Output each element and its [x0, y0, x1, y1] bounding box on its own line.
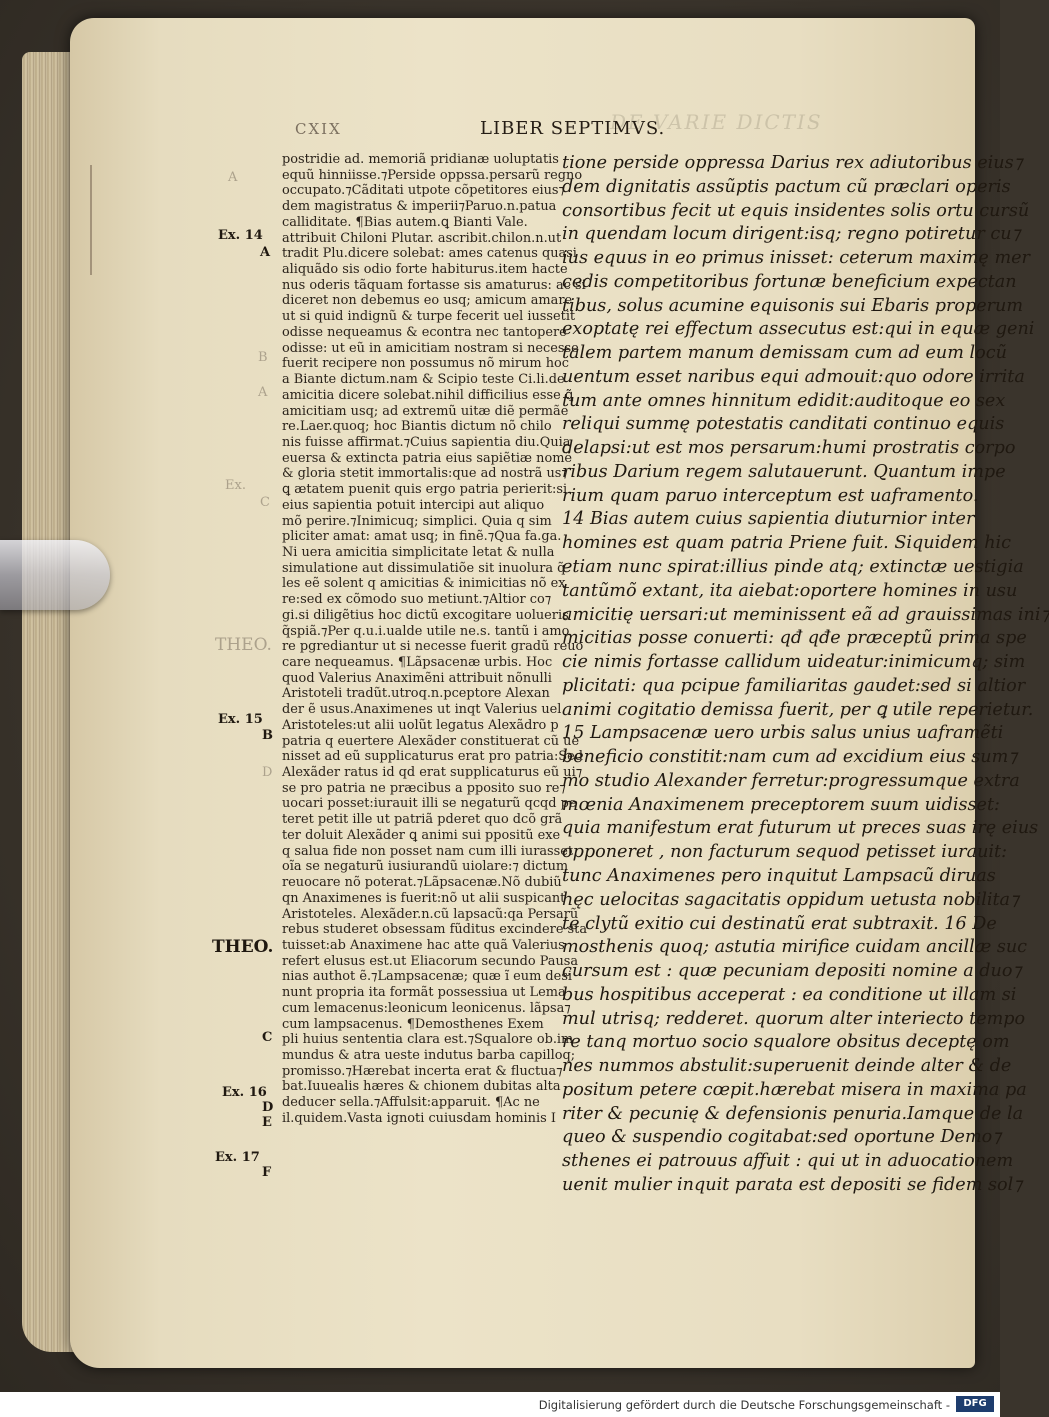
text-line: 15 Lampsacenæ uero urbis salus unius uaframẽti	[562, 723, 1004, 744]
margin-mark: A	[258, 385, 268, 400]
text-line: calliditate. ¶Bias autem.ꝗ Bianti Vale.	[282, 214, 528, 230]
text-line: q salua fide non posset nam cum illi iurasset	[282, 843, 574, 859]
text-line: postridie ad. memoriã pridianæ uoluptatis	[282, 152, 559, 167]
text-line: patria q euertere Alexãder constituerat cũ ue	[282, 733, 580, 749]
text-line: in quendam locum dirigent:isq; regno potiretur cu⁊	[562, 224, 1021, 245]
text-line: teret petit ille ut patriã pderet quo dcõ grã	[282, 812, 563, 828]
text-line: amicitiam usq; ad extremũ uitæ diẽ permãe	[282, 403, 569, 419]
text-line: Aristoteles. Alexãder.n.cũ lapsacũ:qa Persarũ	[282, 906, 579, 922]
footer-bar	[0, 1392, 1000, 1417]
text-line: tum ante omnes hinnitum edidit:auditoque eo sex	[562, 390, 1006, 411]
text-line: nisset ad eũ supplicaturus erat pro patria:Sed	[282, 749, 584, 765]
folio-number: CXIX	[295, 120, 342, 138]
text-line: q̃spiã.⁊Per q.u.i.ualde utile ne.s. tantũ i amo	[282, 623, 570, 639]
text-line: nis fuisse affirmat.⁊Cuius sapientia diu.Quia	[282, 434, 571, 450]
text-line: riter & pecunię & defensionis penuria.Iamque de la	[562, 1103, 1024, 1124]
margin-mark: C	[262, 1030, 273, 1045]
text-line: dem magistratus & imperii⁊Paruo.n.patua	[282, 199, 557, 215]
text-line: Alexãder ratus id qd erat supplicaturus eũ ui⁊	[282, 765, 583, 781]
text-line: euersa & extincta patria eius sapiẽtiæ nomẽ	[282, 450, 573, 466]
margin-mark: E	[262, 1115, 272, 1130]
text-line: mundus & atra ueste indutus barba capilloq;	[282, 1047, 576, 1063]
text-line: tione perside oppressa Darius rex adiutoribus eius⁊	[562, 153, 1023, 173]
text-line: attribuit Chiloni Plutar. ascribit.chilon.n.ut	[282, 230, 562, 246]
margin-mark: THEO.	[212, 937, 274, 957]
text-line: odisse: ut eũ in amicitiam nostram si necesse	[282, 340, 579, 356]
text-line: tantũmõ extant, ita aiebat:oportere homines in usu	[562, 580, 1018, 601]
text-line: tibus, solus acumine equisonis sui Ebaris properum	[562, 295, 1024, 316]
text-line: les eẽ solent q amicitias & inimicitias nõ ex	[282, 576, 566, 592]
text-line: amicitię uersari:ut meminissent eã ad grauissimas ini⁊	[562, 604, 1049, 625]
text-line: gi.si diligẽtius hoc dictũ excogitare uolueris	[282, 607, 569, 623]
text-line: refert elusus est.ut Eliacorum secundo Pausa	[282, 953, 579, 969]
text-line: ribus Darium regem salutauerunt. Quantum impe	[562, 461, 1006, 482]
text-line: sthenes ei patrouus affuit : qui ut in aduocationem	[562, 1151, 1014, 1172]
text-line: pliciter amat: amat usq; in finẽ.⁊Qua fa.ga.	[282, 529, 562, 545]
text-line: homines est quam patria Priene fuit. Siquidem hic	[562, 533, 1012, 554]
text-line: ius equus in eo primus inisset: ceterum maximę mer	[562, 248, 1030, 269]
text-line: amicitia dicere solebat.nihil difficilius esse ꝗ̃	[282, 387, 574, 403]
text-line: plicitati: qua pcipue familiaritas gaudet:sed si altior	[562, 675, 1026, 696]
text-line: aliquãdo sis odio forte habiturus.item hacte	[282, 262, 568, 278]
margin-mark: Ex. 17	[215, 1150, 260, 1165]
text-line: dem dignitatis assũptis pactum cũ præclari operis	[562, 176, 1011, 197]
text-line: mul utrisq; redderet. quorum alter interiecto tempo	[562, 1008, 1026, 1029]
commentary-column	[282, 152, 588, 1127]
margin-mark: Ex.	[225, 478, 246, 493]
text-line: ter doluit Alexãder ꝗ animi sui ppositũ exe	[282, 827, 561, 843]
text-line: fuerit recipere non possumus nõ mirum hoc	[282, 356, 569, 372]
text-line: tuisset:ab Anaximene hac atte quã Valerius	[282, 937, 565, 953]
margin-mark: C	[260, 495, 270, 510]
margin-mark: THEO.	[215, 635, 272, 655]
margin-mark: B	[262, 728, 273, 743]
text-line: nus oderis tãquam fortasse sis amaturus: ac si	[282, 277, 586, 293]
bleed-through-text: DE VARIE DICTIS	[610, 110, 823, 134]
book-clip	[0, 540, 110, 610]
page-header	[90, 118, 970, 148]
text-line: simulatione aut dissimulatiõe sit inuolura q̃	[282, 560, 566, 576]
margin-mark: Ex. 15	[218, 712, 263, 727]
text-line: micitias posse conuerti: qđ qđe præceptũ prima spe	[562, 628, 1027, 649]
text-line: uenit mulier inquit parata est depositi se fidem sol⁊	[562, 1174, 1022, 1195]
text-line: pli huius sententia clara est.⁊Squalore ob.im	[282, 1032, 574, 1048]
text-line: delapsi:ut est mos persarum:humi prostratis corpo	[562, 438, 1016, 459]
text-line: exoptatę rei effectum assecutus est:qui in equæ geni	[562, 319, 1035, 340]
text-line: promisso.⁊Hærebat incerta erat & fluctua⁊	[282, 1063, 563, 1079]
text-line: cedis competitoribus fortunæ beneficium expectan	[562, 271, 1017, 292]
margin-mark: Ex. 16	[222, 1085, 267, 1100]
text-line: deducer sella.⁊Affulsit:apparuit. ¶Ac ne	[282, 1095, 540, 1111]
text-line: ut si quid indignũ & turpe fecerit uel iussetit	[282, 309, 576, 325]
text-line: rium quam paruo interceptum est uaframento.	[562, 485, 979, 506]
text-line: Ni uera amicitia simplicitate letat & nulla	[282, 544, 555, 560]
margin-mark: F	[262, 1165, 272, 1180]
text-line: cum lemacenus:leonicum leonicenus. lãpsa⁊	[282, 1000, 571, 1016]
text-line: quia manifestum erat futurum ut preces suas irę eius	[562, 818, 1039, 839]
main-text-column	[562, 152, 1049, 1198]
text-line: re.Laer.quoq; hoc Biantis dictum nõ chilo	[282, 419, 552, 435]
text-line: 14 Bias autem cuius sapientia diuturnior inter	[562, 509, 975, 530]
text-line: diceret non debemus eo usq; amicum amare	[282, 293, 573, 309]
text-line: oĩa se negaturũ iusiurandũ uiolare:⁊ dictum	[282, 859, 569, 875]
text-line: care nequeamus. ¶Lãpsacenæ urbis. Hoc	[282, 655, 553, 670]
margin-mark: Ex. 14	[218, 228, 263, 243]
text-line: mœnia Anaximenem preceptorem suum uidisset:	[562, 794, 1000, 815]
text-line: positum petere cœpit.hærebat misera in maxima pa	[562, 1079, 1027, 1100]
text-line: uentum esset naribus equi admouit:quo odore irrita	[562, 366, 1025, 387]
text-line: qn Anaximenes is fuerit:nõ ut alii suspicant	[282, 890, 566, 906]
margin-mark: D	[262, 765, 273, 780]
text-line: occupato.⁊Cãditati utpote cõpetitores eius⁊	[282, 183, 565, 199]
text-line: se pro patria ne præcibus a pposito suo re⁊	[282, 780, 566, 796]
text-line: equũ hinniisse.⁊Perside oppssa.persarũ regno	[282, 167, 583, 183]
text-line: bus hospitibus acceperat : ea conditione ut illam si	[562, 984, 1017, 1005]
margin-mark: D	[262, 1100, 274, 1115]
text-line: mosthenis quoq; astutia mirifice cuidam ancillæ suc	[562, 937, 1028, 958]
text-line: bat.Iuuealis hæres & chionem dubitas alta	[282, 1079, 561, 1095]
text-line: re tanq mortuo socio squalore obsitus deceptę om	[562, 1032, 1010, 1053]
text-line: mõ perire.⁊Inimicuq; simplici. Quia q sim	[282, 513, 552, 529]
text-line: a Biante dictum.nam & Scipio teste Ci.li.de	[282, 372, 565, 388]
text-line: re pgrediantur ut si necesse fuerit gradũ reuo	[282, 639, 584, 655]
text-line: cum lampsacenus. ¶Demosthenes Exem	[282, 1016, 544, 1032]
text-line: ꝗ ætatem puenit quis ergo patria perierit:si	[282, 482, 568, 498]
dfg-logo: DFG	[956, 1396, 994, 1412]
text-line: uocari posset:iurauit illi se negaturũ qcqd pe	[282, 796, 577, 812]
text-line: nunt propria ita formãt possessiua ut Lema	[282, 985, 566, 1001]
text-line: & gloria stetit immortalis:que ad nostrã us⁊	[282, 466, 568, 482]
margin-mark: B	[258, 350, 268, 365]
text-line: odisse nequeamus & econtra nec tantopere	[282, 324, 567, 340]
text-line: nias authot ẽ.⁊Lampsacenæ; quæ ĩ eum desi	[282, 969, 573, 985]
text-line: cursum est : quæ pecuniam depositi nomine a duo⁊	[562, 961, 1022, 982]
marginal-handwriting	[90, 165, 132, 275]
text-line: tradit Plu.dicere solebat: ames catenus quasi	[282, 246, 577, 262]
text-line: cie nimis fortasse callidum uideatur:inimicumq; sim	[562, 652, 1026, 673]
text-line: nes nummos abstulit:superuenit deinde alter & de	[562, 1056, 1012, 1077]
footer-text: Digitalisierung gefördert durch die Deutsche Forschungsgemeinschaft -	[538, 1398, 950, 1412]
text-line: tunc Anaximenes pero inquitut Lampsacũ diruas	[562, 865, 996, 886]
text-line: mo studio Alexander ferretur:progressumque extra	[562, 770, 1020, 791]
text-line: re:sed ex cõmodo suo metiunt.⁊Altior co⁊	[282, 592, 552, 608]
margin-mark: A	[228, 170, 238, 185]
text-line: reuocare nõ poterat.⁊Lãpsacenæ.Nõ dubiũ	[282, 875, 562, 891]
text-line: etiam nunc spirat:illius pinde atq; extinctæ uestigia	[562, 557, 1024, 578]
text-line: te clytũ exitio cui destinatũ erat subtraxit. 16 De	[562, 913, 997, 934]
text-line: der ẽ usus.Anaximenes ut inqt Valerius uel	[282, 702, 562, 718]
text-line: opponeret , non facturum sequod petisset iurauit:	[562, 842, 1008, 863]
text-line: rebus studeret obsessam fũditus excindere sta	[282, 922, 588, 938]
text-line: animi cogitatio demissa fuerit, per ꝗ utile reperietur.	[562, 699, 1034, 720]
text-line: Aristoteles:ut alii uolũt legatus Alexãdro p	[282, 717, 559, 733]
text-line: queo & suspendio cogitabat:sed oportune Demo⁊	[562, 1127, 1001, 1148]
text-line: il.quidem.Vasta ignoti cuiusdam hominis I	[282, 1110, 556, 1126]
text-line: beneficio constitit:nam cum ad excidium eius sum⁊	[562, 747, 1018, 768]
text-line: consortibus fecit ut equis insidentes solis ortu cursũ	[562, 200, 1030, 221]
text-line: eius sapientia potuit intercipi aut aliquo	[282, 497, 545, 513]
running-title: LIBER SEPTIMVS.	[480, 118, 666, 139]
text-line: reliqui summę potestatis canditati continuo equis	[562, 414, 1005, 435]
text-line: hęc uelocitas sagacitatis oppidum uetusta nobilita⁊	[562, 889, 1019, 910]
text-line: quod Valerius Anaximẽni attribuit nõnulli	[282, 670, 552, 686]
margin-mark: A	[260, 245, 271, 260]
text-line: Aristoteli tradũt.utroq.n.pceptore Alexan	[282, 686, 550, 702]
text-line: talem partem manum demissam cum ad eum locũ	[562, 343, 1007, 364]
